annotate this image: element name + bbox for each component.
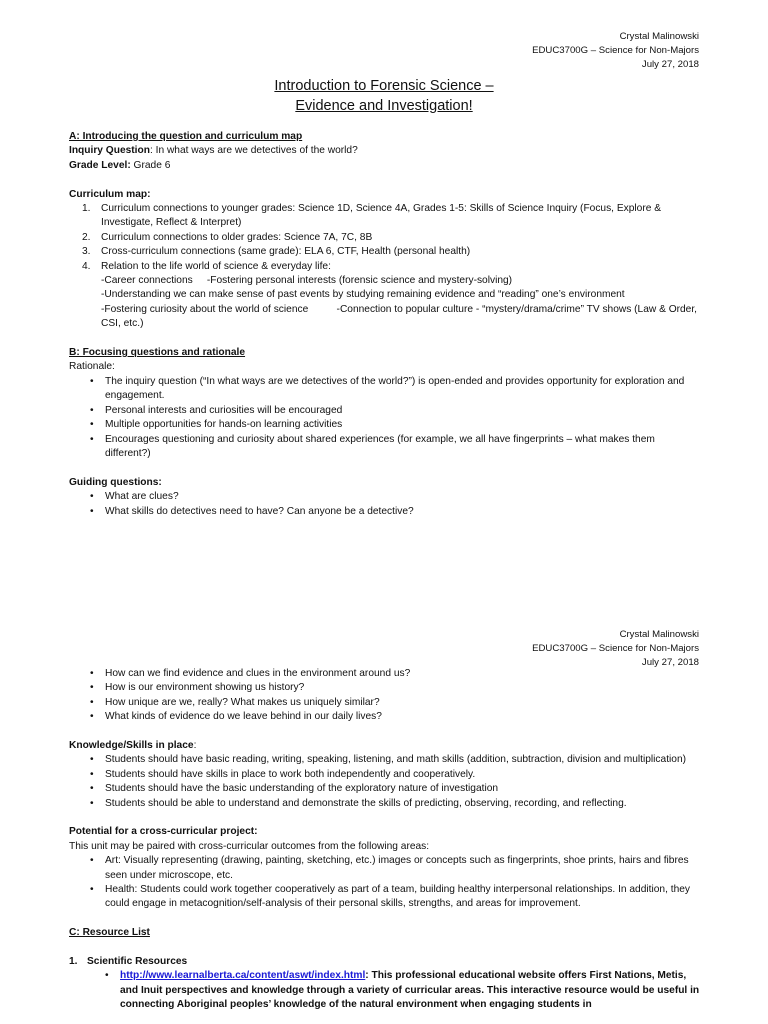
inquiry-question: Inquiry Question: In what ways are we detectives of the world?	[69, 145, 358, 157]
guiding-questions-label: Guiding questions:	[69, 476, 162, 488]
list-item: • Students should have basic reading, writing, speaking, listening, and math skills (addition, subtraction, division and multiplication)	[90, 754, 687, 766]
cross-curricular-intro: This unit may be paired with cross-curricular outcomes from the following areas:	[69, 840, 430, 852]
list-item: • Health: Students could work together cooperatively as part of a team, building healthy interpersonal relationships. In addition, they could engage in metacognition/self-analysis of their personal skills, strengths, and areas for improvement.	[90, 884, 690, 910]
list-item: • Multiple opportunities for hands-on learning activities	[90, 419, 343, 431]
list-item: • How unique are we, really? What makes us uniquely similar?	[90, 696, 380, 708]
list-item: • The inquiry question (“In what ways are we detectives of the world?”) is open-ended and provides opportunity for exploration and engagement.	[90, 375, 685, 402]
list-item: • Encourages questioning and curiosity about shared experiences (for example, we all have fingerprints – what makes them different?)	[90, 433, 655, 459]
list-item: • Personal interests and curiosities will be encouraged	[90, 404, 343, 416]
guiding-list-page-1	[69, 490, 701, 519]
list-item: • What are clues?	[90, 491, 179, 503]
list-item: 3. Cross-curriculum connections (same grade): ELA 6, CTF, Health (personal health)	[82, 246, 471, 258]
section-c-heading: C: Resource List	[69, 927, 150, 939]
cross-curricular-label: Potential for a cross-curricular project:	[69, 826, 258, 838]
list-item: • Students should have the basic understanding of the exploratory nature of investigation	[90, 783, 499, 795]
rationale-list	[69, 375, 701, 461]
resource-list	[69, 969, 701, 1012]
relation-line: -Fostering curiosity about the world of science -Connection to popular culture - “mystery/drama/crime” TV shows (Law & Order, CSI, etc.)	[101, 303, 700, 330]
page-header	[532, 30, 699, 72]
rationale-label: Rationale:	[69, 361, 115, 373]
list-item: • Students should have skills in place to work both independently and cooperatively.	[90, 768, 476, 780]
relation-line: -Career connections -Fostering personal interests (forensic science and mystery-solving)	[101, 275, 513, 287]
list-item: • How can we find evidence and clues in the environment around us?	[90, 668, 411, 679]
list-item: • Students should be able to understand and demonstrate the skills of predicting, observing, recording, and reflecting.	[90, 797, 627, 809]
title-line-2: Evidence and Investigation!	[295, 98, 473, 114]
cross-curricular-list	[69, 854, 701, 912]
page-1-body	[69, 130, 701, 519]
knowledge-skills-label: Knowledge/Skills in place:	[69, 740, 197, 752]
list-item: • What kinds of evidence do we leave behind in our daily lives?	[90, 711, 382, 723]
curriculum-map-label: Curriculum map:	[69, 188, 151, 200]
curriculum-list	[69, 202, 701, 332]
list-item: 1. Curriculum connections to younger grades: Science 1D, Science 4A, Grades 1-5: Skills of Science Inquiry (Focus, Explore & Investigate, Reflect & Interpret)	[82, 203, 662, 229]
list-item: • Art: Visually representing (drawing, painting, sketching, etc.) images or concepts such as fingerprints, shoe prints, hairs and fibres seen under microscope, etc.	[90, 855, 689, 881]
list-item: 2. Curriculum connections to older grades: Science 7A, 7C, 8B	[82, 231, 373, 243]
resource-item: • http://www.learnalberta.ca/content/aswt/index.html: This professional educational website offers First Nations, Metis, and Inuit perspectives and knowledge through a variety of curricular areas. This interactive resource would be useful in connecting Aboriginal peoples’ knowledge of the natural environment when engaging students in	[105, 970, 700, 1011]
header-course: EDUC3700G – Science for Non-Majors	[532, 643, 699, 654]
header-date: July 27, 2018	[641, 59, 699, 70]
header-course: EDUC3700G – Science for Non-Majors	[532, 45, 699, 56]
list-item: 4. Relation to the life world of science & everyday life: -Career connections -Fostering personal interests (forensic science and mystery-solving) -Understanding we can make sense of past events by studying remaining evidence and “reading” one’s environment -Fostering curiosity about the world of science -Connection to popular culture - “mystery/drama/crime” TV shows (Law & Order, CSI, etc.)	[69, 260, 701, 332]
section-a-heading: A: Introducing the question and curriculum map	[69, 131, 303, 142]
header-date: July 27, 2018	[641, 657, 699, 668]
title-line-1: Introduction to Forensic Science –	[274, 78, 494, 94]
relation-line: -Understanding we can make sense of past events by studying remaining evidence and “reading” one’s environment	[101, 289, 625, 301]
knowledge-list	[69, 753, 701, 811]
page-2-header	[532, 628, 699, 670]
guiding-list-page-2	[69, 667, 701, 725]
list-item: • What skills do detectives need to have? Can anyone be a detective?	[90, 505, 414, 517]
header-author: Crystal Malinowski	[619, 31, 699, 42]
scientific-resources-heading: 1. Scientific Resources	[69, 956, 188, 968]
section-b-heading: B: Focusing questions and rationale	[69, 347, 246, 359]
grade-level: Grade Level: Grade 6	[69, 159, 171, 171]
list-item: • How is our environment showing us history?	[90, 682, 305, 694]
header-author: Crystal Malinowski	[619, 629, 699, 640]
document-title	[0, 76, 768, 116]
page-2-body	[69, 667, 701, 1013]
learnalberta-link[interactable]: http://www.learnalberta.ca/content/aswt/index.html	[120, 970, 366, 982]
